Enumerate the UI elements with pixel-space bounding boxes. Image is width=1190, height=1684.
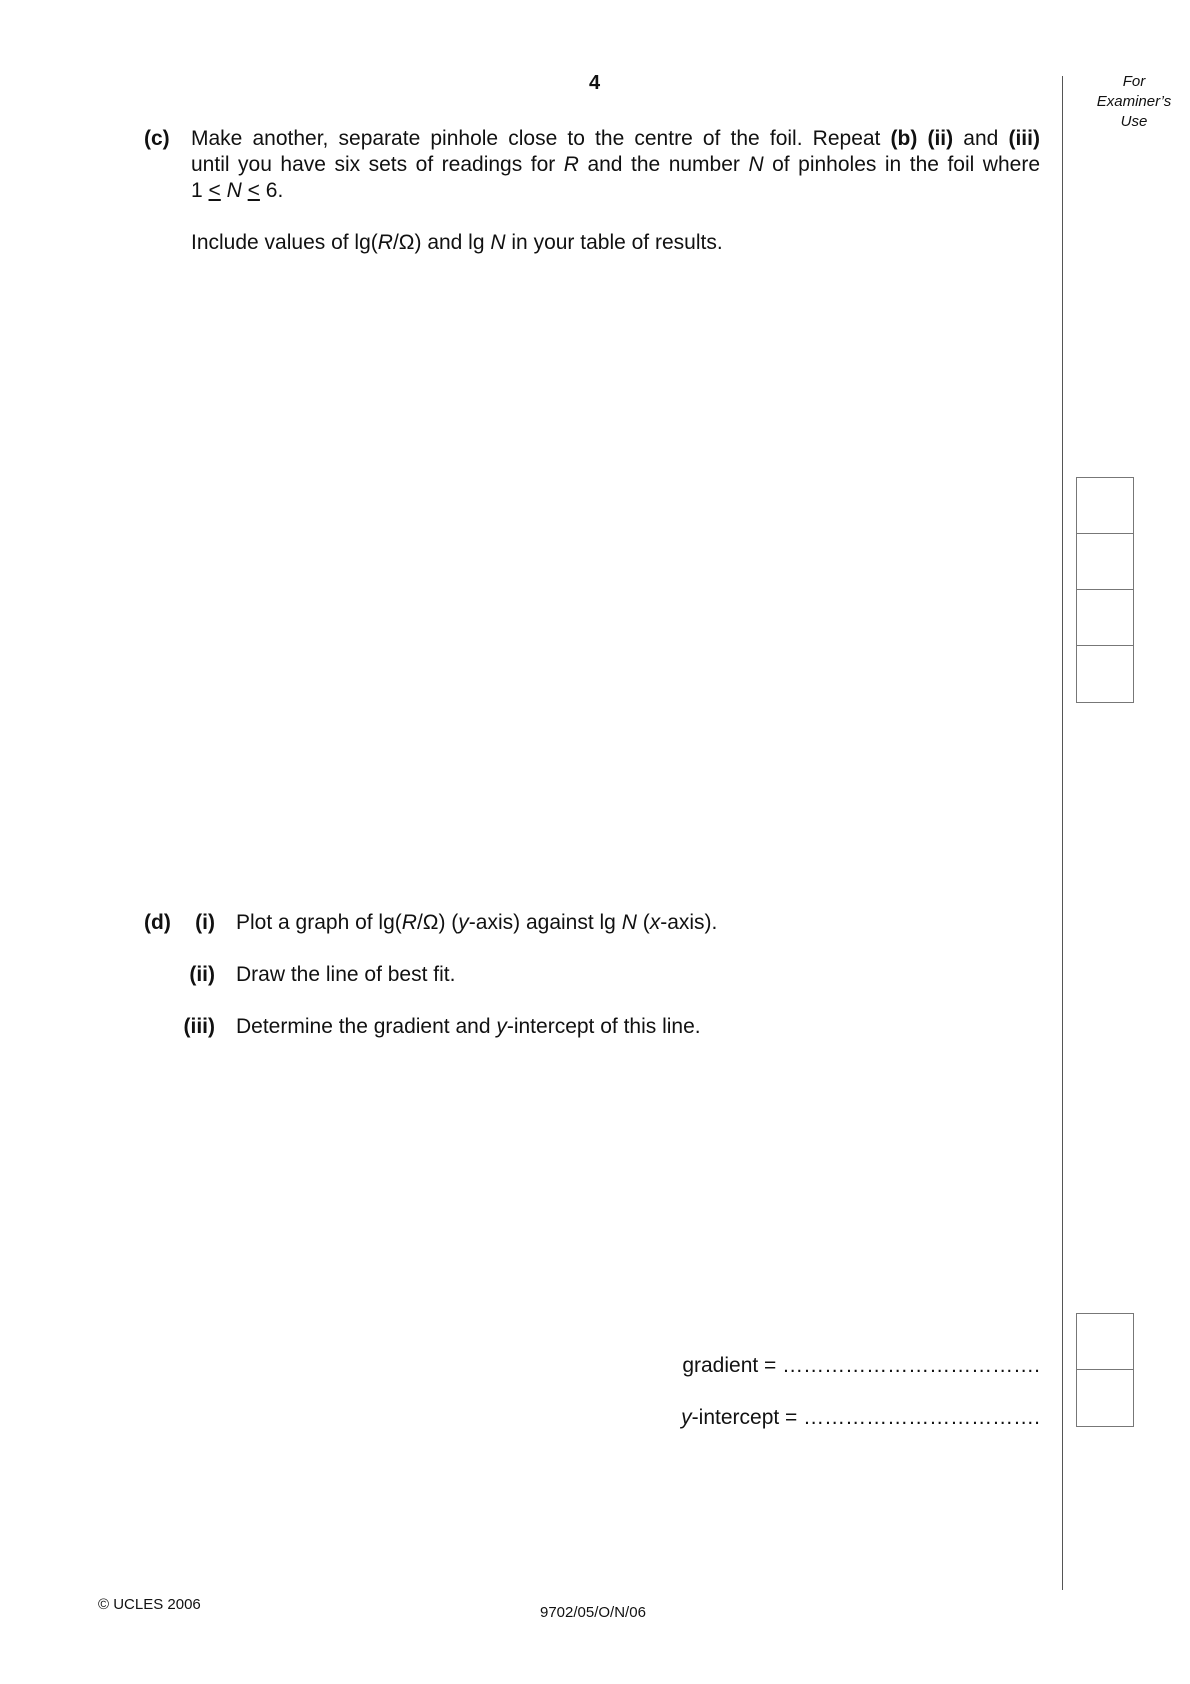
examiner-label-line-1: For [1122,73,1146,90]
part-c-line-1: Make another, separate pinhole close to the centre of the foil. Repeat (b) (ii) and (iii) [191,127,1040,150]
mark-box[interactable] [1077,646,1133,702]
part-c-include-text: Include values of lg(R/Ω) and lg N in your table of results. [191,231,723,254]
part-d-ii-text: Draw the line of best fit. [236,963,456,986]
mark-box[interactable] [1077,478,1133,534]
part-c-line-3: 1 < N < 6. [191,179,284,202]
examiner-marks-box-d [1076,1313,1134,1427]
copyright: © UCLES 2006 [98,1596,201,1613]
examiner-label-line-2: Examiner’s [1096,93,1172,110]
examiner-marks-box-c [1076,477,1134,703]
part-d-ii-label: (ii) [189,963,215,986]
mark-box[interactable] [1077,534,1133,590]
mark-box[interactable] [1077,1370,1133,1426]
part-d-i-text: Plot a graph of lg(R/Ω) (y-axis) against lg N (x-axis). [236,911,718,934]
margin-divider [1062,76,1063,1590]
part-c-line-2: until you have six sets of readings for R and the number N of pinholes in the foil where [191,153,1040,176]
part-d-iii-label: (iii) [183,1015,215,1038]
mark-box[interactable] [1077,590,1133,646]
page-number: 4 [589,72,601,94]
part-c-text [191,126,1040,204]
mark-box[interactable] [1077,1314,1133,1370]
paper-code: 9702/05/O/N/06 [540,1604,646,1621]
examiner-use-label [1082,72,1186,132]
examiner-label-line-3: Use [1120,113,1148,130]
part-d-i-label: (i) [195,911,215,934]
gradient-answer-line[interactable]: gradient = ………………………………. [682,1354,1040,1377]
intercept-answer-line[interactable]: y-intercept = ……………………………. [681,1406,1040,1429]
part-c-label: (c) [144,127,170,150]
part-d-iii-text: Determine the gradient and y-intercept of this line. [236,1015,701,1038]
part-d-label: (d) [144,911,171,934]
